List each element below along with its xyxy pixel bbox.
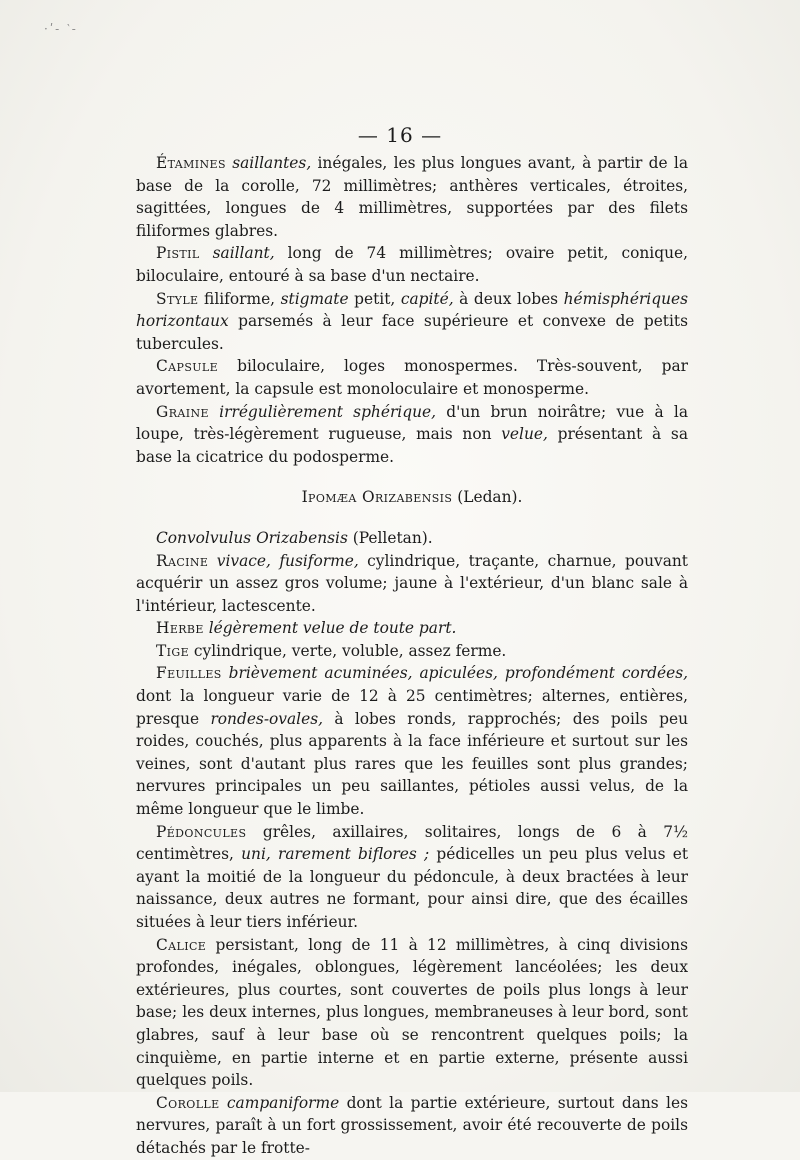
description: long de 74 millimètres; ovaire petit, conique, biloculaire, entouré à sa base d'un nectaire. <box>136 244 688 285</box>
term: Graine <box>156 402 209 421</box>
paragraph-etamines <box>136 152 688 242</box>
description: à deux lobes <box>453 289 564 308</box>
paragraph-corolle <box>136 1092 688 1160</box>
paragraph-capsule <box>136 355 688 400</box>
species-author: (Ledan). <box>452 488 523 507</box>
term: Calice <box>156 935 207 954</box>
description: dont la partie extérieure, surtout dans les nervures, paraît à un fort grossissement, avoir été recouverte de poils détachés par le frotte- <box>136 1093 688 1157</box>
paragraph-pedoncules <box>136 821 688 934</box>
description: présentant à sa base la cicatrice du podosperme. <box>136 425 688 466</box>
term: Feuilles <box>156 664 222 683</box>
italic-term: stigmate <box>280 289 349 308</box>
description: biloculaire, loges monospermes. Très-souvent, par avortement, la capsule est monoloculaire et monosperme. <box>136 357 688 398</box>
description: pédicelles un peu plus velus et ayant la moitié de la longueur du pédoncule, à deux bractées à leur naissance, deux autres ne formant, pour ainsi dire, que des écailles situées à leur tiers inférieur. <box>136 845 689 931</box>
italic-term: capité, <box>400 289 454 308</box>
term: Herbe <box>156 619 204 638</box>
italic-term: hémisphériques horizontaux <box>136 289 688 331</box>
description: petit, <box>348 289 401 308</box>
term: Tige <box>156 641 190 660</box>
description: cylindrique, traçante, charnue, pouvant acquérir un assez gros volume; jaune à l'extérieur, d'un blanc sale à l'intérieur, lactescente. <box>136 551 688 615</box>
paragraph-style <box>136 288 688 356</box>
term: Pédoncules <box>156 822 247 841</box>
corner-mark: ·ʹ- ‵- <box>44 22 78 36</box>
description: à lobes ronds, rapprochés; des poils peu roides, couchés, plus apparents à la face inférieure et surtout sur les veines, sont d'autant plus rares que les feuilles sont plus grandes; nervures principales un peu saillantes, pétioles aussi velus, de la même longueur que le limbe. <box>136 709 688 819</box>
description: inégales, les plus longues avant, à partir de la base de la corolle, 72 millimètres; anthères verticales, étroites, sagittées, longues de 4 millimètres, supportées par des filets filiformes glabres. <box>136 154 689 240</box>
italic-term: vivace, fusiforme, <box>208 551 359 570</box>
term-qualifier: saillant, <box>199 244 275 263</box>
term: Pistil <box>156 244 200 263</box>
italic-term: brièvement acuminées, apiculées, profondément cordées, <box>221 664 688 683</box>
term: Étamines <box>156 154 226 172</box>
description: grêles, axillaires, solitaires, longs de 6 à 7½ centimètres, <box>136 822 688 864</box>
page-number: — 16 — <box>357 123 443 147</box>
paragraph-tige <box>136 640 688 663</box>
description: cylindrique, verte, voluble, assez ferme. <box>189 641 507 660</box>
italic-term: uni, rarement biflores ; <box>241 845 430 864</box>
species-name: Ipomæa Orizabensis <box>301 488 453 507</box>
synonym-name: Convolvulus Orizabensis <box>156 528 348 547</box>
italic-term: irrégulièrement sphérique, <box>208 402 436 421</box>
body-text <box>136 152 688 1160</box>
term: Capsule <box>156 357 219 376</box>
paragraph-pistil <box>136 242 688 287</box>
synonym-author: (Pelletan). <box>347 528 433 547</box>
italic-term: rondes-ovales, <box>210 709 323 728</box>
term: Corolle <box>156 1093 220 1112</box>
term: Style <box>156 289 199 308</box>
description: dont la longueur varie de 12 à 25 centimètres; alternes, entières, presque <box>136 687 688 728</box>
italic-term: légèrement velue de toute part. <box>203 619 457 638</box>
description: persistant, long de 11 à 12 millimètres, à cinq divisions profondes, inégales, oblongues, légèrement lancéolées; les deux extérieures, plus courtes, sont couvertes de poils plus longs à leur base; les deux internes, plus longues, membraneuses à leur bord, sont glabres, sauf à leur base où se rencontrent quelques poils; la cinquième, en partie interne et en partie externe, présente aussi quelques poils. <box>136 935 688 1090</box>
description: filiforme, <box>198 289 281 308</box>
species-heading <box>136 486 688 509</box>
paragraph-graine <box>136 401 688 469</box>
paragraph-feuilles <box>136 662 688 820</box>
synonym-line <box>136 527 688 550</box>
italic-term: velue, <box>501 425 548 444</box>
description: d'un brun noirâtre; vue à la loupe, très-légèrement rugueuse, mais non <box>136 402 688 444</box>
paragraph-herbe <box>136 617 688 640</box>
description: parsemés à leur face supérieure et convexe de petits tubercules. <box>136 312 688 353</box>
term-qualifier: saillantes, <box>225 154 312 172</box>
term: Racine <box>156 551 209 570</box>
italic-term: campaniforme <box>219 1093 340 1112</box>
paragraph-calice <box>136 934 688 1092</box>
paragraph-racine <box>136 550 688 618</box>
